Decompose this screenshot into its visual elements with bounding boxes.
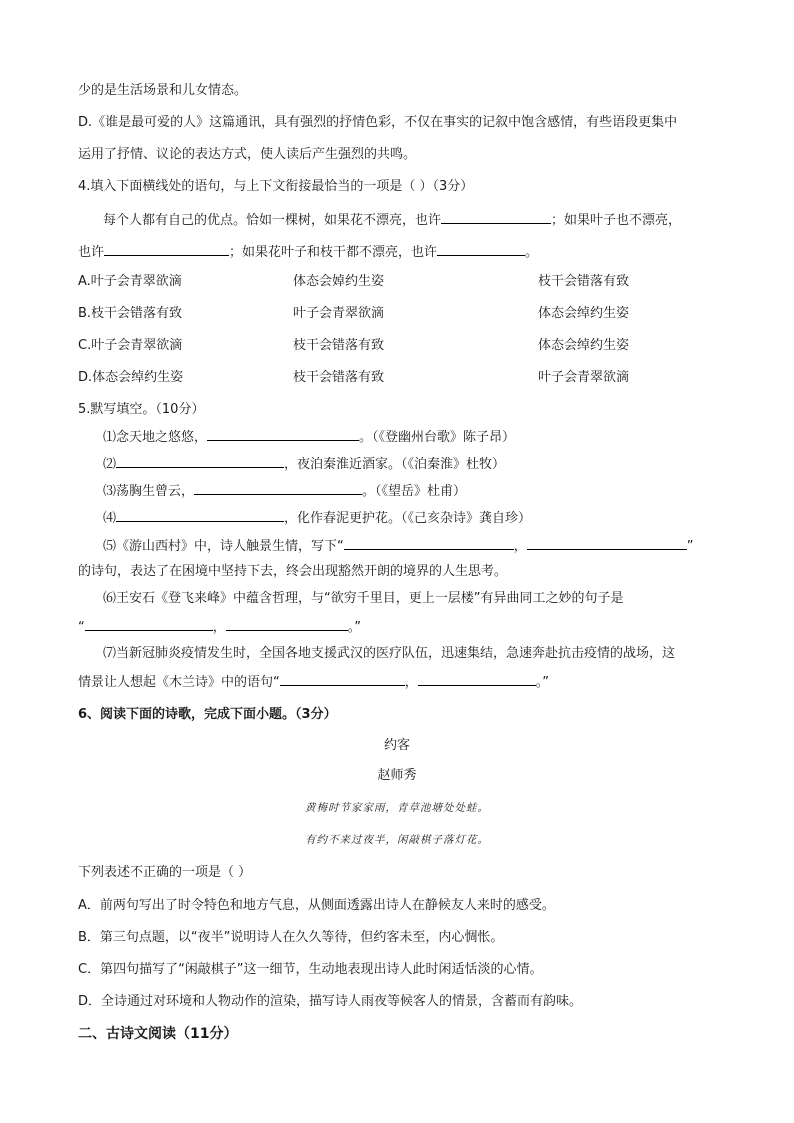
q5-item5-blank-2[interactable]: [527, 536, 687, 550]
q5-item6-open: “: [78, 620, 85, 635]
q5-item2-post: ，夜泊秦淮近酒家。（《泊秦淮》杜牧）: [284, 457, 506, 472]
q5-item7-blank-1[interactable]: [280, 672, 405, 686]
q4-passage-text-c: 也许: [78, 245, 105, 260]
q5-item4-pre: ⑷: [103, 511, 117, 526]
poem-line-1: 黄梅时节家家雨，青草池塘处处蛙。: [305, 802, 489, 814]
q5-stem: 5.默写填空。（10分）: [78, 402, 205, 417]
q4-passage-text-e: 。: [525, 245, 539, 260]
q4-passage-line2: [78, 242, 538, 262]
q5-item3-blank[interactable]: [194, 481, 362, 495]
poem-author: 赵师秀: [377, 768, 417, 783]
q4-option-c-label: C.叶子会青翠欲滴: [78, 338, 183, 353]
q5-item5-mid: ，: [513, 539, 527, 554]
q4-option-b-label: B.枝干会错落有致: [78, 306, 183, 321]
poem-title: 约客: [383, 738, 410, 753]
q5-item7-line1: ⑺当新冠肺炎疫情发生时，全国各地支援武汉的医疗队伍，迅速集结，急速奔赴抗击疫情的战场，这: [103, 646, 676, 661]
q5-item6-mid: ，: [212, 620, 226, 635]
q6-stem: 6、阅读下面的诗歌，完成下面小题。（3分）: [78, 707, 337, 722]
q5-item6-end: 。”: [347, 620, 362, 635]
q5-item5-line2: 的诗句，表达了在困境中坚持下去，终会出现豁然开朗的境界的人生思考。: [78, 564, 508, 579]
q4-option-c-c: 体态会绰约生姿: [538, 338, 630, 353]
poem-line-2: 有约不来过夜半，闲敲棋子落灯花。: [305, 834, 489, 846]
q6-option-d[interactable]: D．全诗通过对环境和人物动作的渲染，描写诗人雨夜等候客人的情景，含蓄而有韵味。: [78, 994, 583, 1009]
q5-item3-pre: ⑶荡胸生曾云，: [103, 484, 195, 499]
q5-item4-post: ，化作春泥更护花。（《己亥杂诗》龚自珍）: [284, 511, 532, 526]
q5-item6-line1: ⑹王安石《登飞来峰》中蕴含哲理，与“欲穷千里目，更上一层楼”有异曲同工之妙的句子是: [103, 591, 624, 606]
q5-item-2: [103, 454, 505, 474]
q4-option-d-b: 枝干会错落有致: [293, 370, 385, 385]
q5-item6-line2: [78, 617, 361, 637]
q4-option-a-label: A.叶子会青翠欲滴: [78, 274, 182, 289]
q6-option-b[interactable]: B．第三句点题，以“夜半”说明诗人在久久等待，但约客未至，内心惆怅。: [78, 930, 504, 945]
q6-option-a[interactable]: A．前两句写出了时令特色和地方气息，从侧面透露出诗人在静候友人来时的感受。: [78, 898, 555, 913]
q3-option-d-line1: D.《谁是最可爱的人》这篇通讯，具有强烈的抒情色彩，不仅在事实的记叙中饱含感情，有些语段更集中: [78, 115, 678, 130]
q4-option-b-b: 叶子会青翠欲滴: [293, 306, 385, 321]
q5-item-3: [103, 481, 466, 501]
q5-item1-post: 。（《登幽州台歌》陈子昂）: [359, 430, 516, 445]
q4-passage-text-b: ；如果叶子也不漂亮，: [551, 213, 682, 228]
q5-item5-pre: ⑸《游山西村》中，诗人触景生情，写下“: [103, 539, 344, 554]
q4-option-d-label: D.体态会绰约生姿: [78, 370, 184, 385]
q5-item2-pre: ⑵: [103, 457, 117, 472]
q4-passage-text-a: 每个人都有自己的优点。恰如一棵树，如果花不漂亮，也许: [103, 213, 442, 228]
q5-item-1: [103, 427, 515, 447]
q5-item3-post: 。（《望岳》杜甫）: [362, 484, 467, 499]
q5-item7-mid: ，: [404, 675, 418, 690]
q3-option-d-line2: 运用了抒情、议论的表达方式，使人读后产生强烈的共鸣。: [78, 147, 417, 162]
q4-blank-2[interactable]: [104, 242, 229, 256]
q5-item-5: [103, 536, 694, 556]
q4-option-b-c: 体态会绰约生姿: [538, 306, 630, 321]
q5-item1-blank[interactable]: [207, 427, 359, 441]
q6-option-c[interactable]: C．第四句描写了“闲敲棋子”这一细节，生动地表现出诗人此时闲适恬淡的心情。: [78, 962, 543, 977]
q3-continuation: 少的是生活场景和儿女情态。: [78, 83, 248, 98]
q4-blank-1[interactable]: [441, 210, 551, 224]
q6-question: 下列表述不正确的一项是（ ）: [78, 865, 252, 880]
q4-option-c-b: 枝干会错落有致: [293, 338, 385, 353]
q5-item6-blank-1[interactable]: [85, 617, 213, 631]
q4-passage-text-d: ；如果花叶子和枝干都不漂亮，也许: [229, 245, 438, 260]
q5-item5-blank-1[interactable]: [344, 536, 514, 550]
q5-item5-end: ”: [686, 539, 694, 554]
q5-item4-blank[interactable]: [116, 508, 284, 522]
q4-passage-line1: [103, 210, 681, 230]
q5-item7-line2: [78, 672, 549, 692]
q4-option-a-c: 枝干会错落有致: [538, 274, 630, 289]
q5-item7-blank-2[interactable]: [418, 672, 536, 686]
q5-item2-blank[interactable]: [116, 454, 284, 468]
q5-item-4: [103, 508, 531, 528]
q5-item7-end: 。”: [535, 675, 550, 690]
section-2-heading: 二、古诗文阅读（11分）: [78, 1026, 238, 1042]
q5-item7-pre: 情景让人想起《木兰诗》中的语句“: [78, 675, 280, 690]
q5-item1-pre: ⑴念天地之悠悠，: [103, 430, 208, 445]
q4-stem: 4.填入下面横线处的语句，与上下文衔接最恰当的一项是（ ）（3分）: [78, 179, 474, 194]
q4-option-d-c: 叶子会青翠欲滴: [538, 370, 630, 385]
q5-item6-blank-2[interactable]: [226, 617, 348, 631]
q4-blank-3[interactable]: [437, 242, 525, 256]
q4-option-a-b: 体态会婥约生姿: [293, 274, 385, 289]
